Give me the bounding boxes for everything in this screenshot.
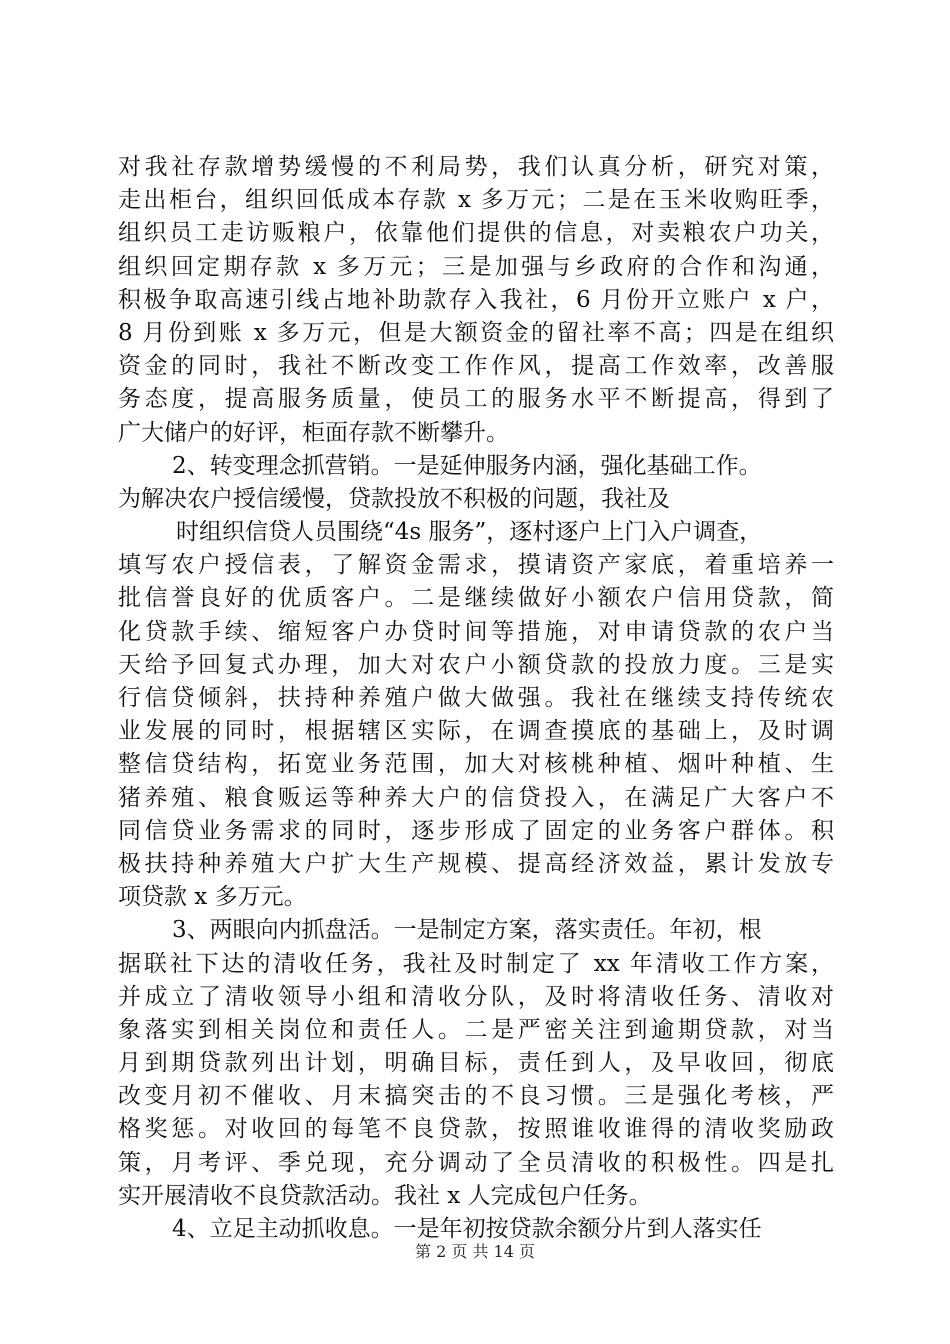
text-line: 时组织信贷人员围绕“4s 服务”，逐村逐户上门入户调查，: [176, 519, 763, 546]
text-line: 资金的同时，我社不断改变工作作风，提高工作效率，改善服: [118, 353, 834, 380]
document-body: [118, 151, 834, 1246]
text-line: 同信贷业务需求的同时，逐步形成了固定的业务客户群体。积: [118, 817, 834, 844]
text-line: 整信贷结构，拓宽业务范围，加大对核桃种植、烟叶种植、生: [118, 751, 834, 778]
section-heading-line: 4、立足主动抓收息。一是年初按贷款余额分片到人落实任: [172, 1216, 762, 1242]
text-line: 批信誉良好的优质客户。二是继续做好小额农户信用贷款，简: [118, 585, 834, 612]
section-heading-line: 3、两眼向内抓盘活。一是制定方案，落实责任。年初，根: [172, 917, 762, 944]
text-line: 走出柜台，组织回低成本存款 x 多万元；二是在玉米收购旺季，: [118, 187, 834, 214]
text-line: 天给予回复式办理，加大对农户小额贷款的投放力度。三是实: [118, 651, 834, 678]
text-line: 实开展清收不良贷款活动。我社 x 人完成包户任务。: [118, 1182, 652, 1209]
text-line: 组织回定期存款 x 多万元；三是加强与乡政府的合作和沟通，: [118, 253, 834, 280]
text-line: 并成立了清收领导小组和清收分队，及时将清收任务、清收对: [118, 983, 834, 1010]
text-line: 据联社下达的清收任务，我社及时制定了 xx 年清收工作方案，: [118, 950, 834, 977]
text-line: 项贷款 x 多万元。: [118, 884, 307, 911]
text-line: 化贷款手续、缩短客户办贷时间等措施，对申请贷款的农户当: [118, 618, 834, 645]
text-line: 对我社存款增势缓慢的不利局势，我们认真分析，研究对策，: [118, 154, 834, 180]
text-line: 象落实到相关岗位和责任人。二是严密关注到逾期贷款，对当: [118, 1016, 834, 1043]
page-footer: 第 2 页 共 14 页: [415, 1242, 535, 1261]
text-line: 务态度，提高服务质量，使员工的服务水平不断提高，得到了: [118, 386, 834, 413]
text-line: 业发展的同时，根据辖区实际，在调查摸底的基础上，及时调: [118, 718, 834, 745]
text-line: 行信贷倾斜，扶持种养殖户做大做强。我社在继续支持传统农: [118, 685, 834, 711]
text-line: 8 月份到账 x 多万元，但是大额资金的留社率不高；四是在组织: [118, 319, 834, 346]
text-line: 为解决农户授信缓慢，贷款投放不积极的问题，我社及: [118, 485, 670, 512]
text-line: 猪养殖、粮食贩运等种养大户的信贷投入，在满足广大客户不: [118, 784, 834, 811]
text-line: 广大储户的好评，柜面存款不断攀升。: [118, 419, 509, 446]
text-line: 积极争取高速引线占地补助款存入我社，6 月份开立账户 x 户，: [118, 286, 834, 313]
text-line: 策，月考评、季兑现，充分调动了全员清收的积极性。四是扎: [118, 1149, 834, 1176]
section-heading-line: 2、转变理念抓营销。一是延伸服务内涵，强化基础工作。: [172, 452, 762, 479]
text-line: 填写农户授信表，了解资金需求，摸请资产家底，着重培养一: [118, 552, 834, 579]
text-line: 格奖惩。对收回的每笔不良贷款，按照谁收谁得的清收奖励政: [118, 1116, 834, 1143]
text-line: 月到期贷款列出计划，明确目标，责任到人，及早收回，彻底: [118, 1050, 834, 1077]
text-line: 改变月初不催收、月末搞突击的不良习惯。三是强化考核，严: [118, 1083, 834, 1110]
text-line: 组织员工走访贩粮户，依靠他们提供的信息，对卖粮农户功关，: [118, 220, 834, 247]
text-line: 极扶持种养殖大户扩大生产规模、提高经济效益，累计发放专: [118, 850, 834, 877]
